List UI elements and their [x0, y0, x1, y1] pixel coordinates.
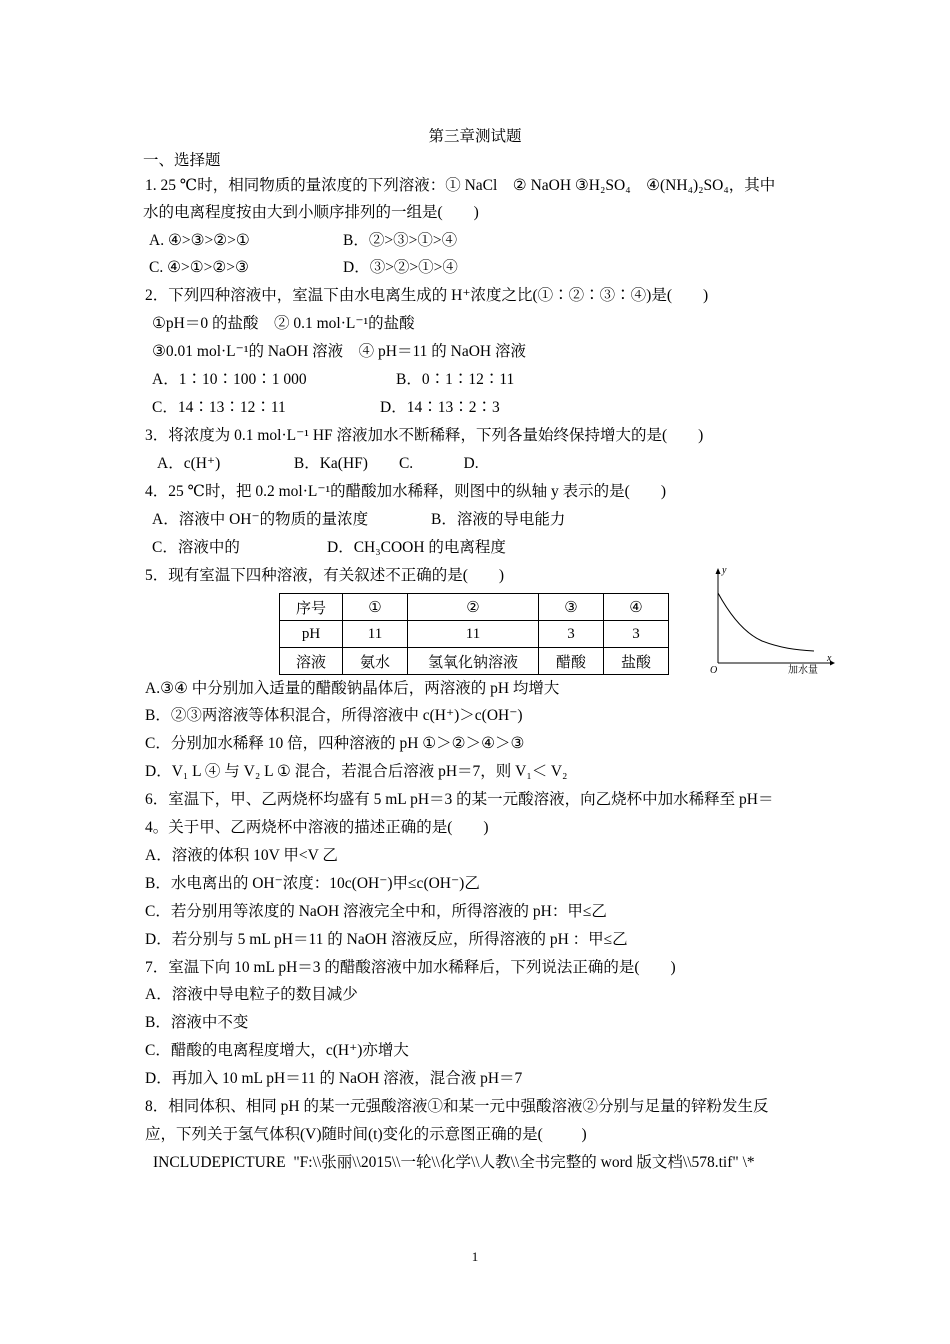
q1-stem-line1: 1. 25 ℃时，相同物质的量浓度的下列溶液：① NaCl ② NaOH ③H₂SO₄ ④(NH₄)₂SO₄，其中 — [145, 177, 776, 194]
q2-solutions-1: ①pH＝0 的盐酸 ② 0.1 mol·L⁻¹的盐酸 — [152, 315, 415, 332]
q1-option-a: A. ④>③>②>① — [149, 232, 250, 249]
q3-stem: 3．将浓度为 0.1 mol·L⁻¹ HF 溶液加水不断稀释，下列各量始终保持增大的是( ) — [145, 427, 704, 444]
q2-option-a: A．1∶10∶100∶1 000 — [152, 371, 307, 388]
table-cell: 3 — [604, 621, 669, 648]
q8-stem-line2: 应，下列关于氢气体积(V)随时间(t)变化的示意图正确的是( ) — [145, 1126, 587, 1143]
section-heading: 一、选择题 — [143, 152, 221, 169]
q2-option-c: C．14∶13∶12∶11 — [152, 399, 286, 416]
table-cell: 序号 — [280, 594, 343, 621]
q2-stem: 2．下列四种溶液中，室温下由水电离生成的 H⁺浓度之比(①∶②∶③∶④)是( ) — [145, 287, 709, 304]
q7-option-d: D．再加入 10 mL pH＝11 的 NaOH 溶液，混合液 pH＝7 — [145, 1070, 523, 1087]
table-cell: 氨水 — [343, 648, 408, 675]
page-number: 1 — [471, 1249, 479, 1264]
q2-option-d: D．14∶13∶2∶3 — [380, 399, 500, 416]
page-title: 第三章测试题 — [428, 128, 522, 145]
q8-field-code: INCLUDEPICTURE "F:\\张丽\\2015\\一轮\\化学\\人教\\全书完整的 word 版文档\\578.tif" \* — [153, 1154, 755, 1171]
q5-option-b: B．②③两溶液等体积混合，所得溶液中 c(H⁺)＞c(OH⁻) — [145, 707, 523, 724]
q2-solutions-2: ③0.01 mol·L⁻¹的 NaOH 溶液 ④ pH＝11 的 NaOH 溶液 — [152, 343, 527, 360]
table-row — [280, 594, 669, 621]
q6-option-d: D．若分别与 5 mL pH＝11 的 NaOH 溶液反应，所得溶液的 pH ：甲≤乙 — [145, 931, 628, 948]
q7-stem: 7．室温下向 10 mL pH＝3 的醋酸溶液中加水稀释后，下列说法正确的是( ) — [145, 959, 676, 976]
q5-option-c: C．分别加水稀释 10 倍，四种溶液的 pH ①＞②＞④＞③ — [145, 735, 525, 752]
q4-option-a: A．溶液中 OH⁻的物质的量浓度 — [152, 511, 369, 528]
origin-label: O — [710, 665, 718, 676]
q4-stem: 4．25 ℃时，把 0.2 mol·L⁻¹的醋酸加水稀释，则图中的纵轴 y 表示的是( ) — [145, 483, 666, 500]
table-cell: 氢氧化钠溶液 — [408, 648, 539, 675]
q7-option-a: A．溶液中导电粒子的数目减少 — [145, 986, 358, 1003]
q6-stem-line2: 4。关于甲、乙两烧杯中溶液的描述正确的是( ) — [145, 819, 489, 836]
q1-stem-line2: 水的电离程度按由大到小顺序排列的一组是( ) — [143, 204, 479, 221]
q6-option-a: A．溶液的体积 10V 甲<V 乙 — [145, 847, 338, 864]
table-cell: pH — [280, 621, 343, 648]
q1-option-b: B．②>③>①>④ — [343, 232, 458, 249]
q4-dilution-graph — [700, 563, 840, 678]
x-axis-caption: 加水量 — [788, 665, 818, 676]
q2-option-b: B．0∶1∶12∶11 — [396, 371, 515, 388]
table-cell: 醋酸 — [539, 648, 604, 675]
x-axis-label: x — [827, 653, 832, 664]
table-cell: ② — [408, 594, 539, 621]
q6-option-c: C．若分别用等浓度的 NaOH 溶液完全中和，所得溶液的 pH：甲≤乙 — [145, 903, 607, 920]
q5-option-d: D．V₁ L ④ 与 V₂ L ① 混合，若混合后溶液 pH＝7，则 V₁＜ V₂ — [145, 763, 568, 780]
table-cell: 11 — [408, 621, 539, 648]
table-cell: ③ — [539, 594, 604, 621]
table-cell: ① — [343, 594, 408, 621]
table-row — [280, 621, 669, 648]
table-cell: 溶液 — [280, 648, 343, 675]
q5-option-a: A.③④ 中分别加入适量的醋酸钠晶体后，两溶液的 pH 均增大 — [145, 680, 560, 697]
q7-option-b: B．溶液中不变 — [145, 1014, 249, 1031]
q6-option-b: B．水电离出的 OH⁻浓度：10c(OH⁻)甲≤c(OH⁻)乙 — [145, 875, 480, 892]
table-cell: 11 — [343, 621, 408, 648]
table-cell: ④ — [604, 594, 669, 621]
table-row — [280, 648, 669, 675]
q4-option-c: C．溶液中的 — [152, 539, 240, 556]
table-cell: 3 — [539, 621, 604, 648]
q4-option-d: D．CH₃COOH 的电离程度 — [327, 539, 506, 556]
q7-option-c: C．醋酸的电离程度增大，c(H⁺)亦增大 — [145, 1042, 409, 1059]
y-axis-label: y — [722, 565, 727, 576]
q8-stem-line1: 8．相同体积、相同 pH 的某一元强酸溶液①和某一元中强酸溶液②分别与足量的锌粉发生反 — [145, 1098, 769, 1115]
table-cell: 盐酸 — [604, 648, 669, 675]
q1-option-c: C. ④>①>②>③ — [149, 259, 249, 276]
q3-options: A．c(H⁺) B．Ka(HF) C. D. — [157, 455, 479, 472]
q5-table — [279, 593, 669, 675]
q4-option-b: B．溶液的导电能力 — [431, 511, 566, 528]
y-axis-arrow — [716, 568, 721, 574]
dilution-curve — [718, 593, 814, 651]
q6-stem-line1: 6．室温下，甲、乙两烧杯均盛有 5 mL pH＝3 的某一元酸溶液，向乙烧杯中加水稀释至 pH＝ — [145, 791, 774, 808]
q1-option-d: D．③>②>①>④ — [343, 259, 458, 276]
q5-stem: 5．现有室温下四种溶液，有关叙述不正确的是( ) — [145, 567, 505, 584]
